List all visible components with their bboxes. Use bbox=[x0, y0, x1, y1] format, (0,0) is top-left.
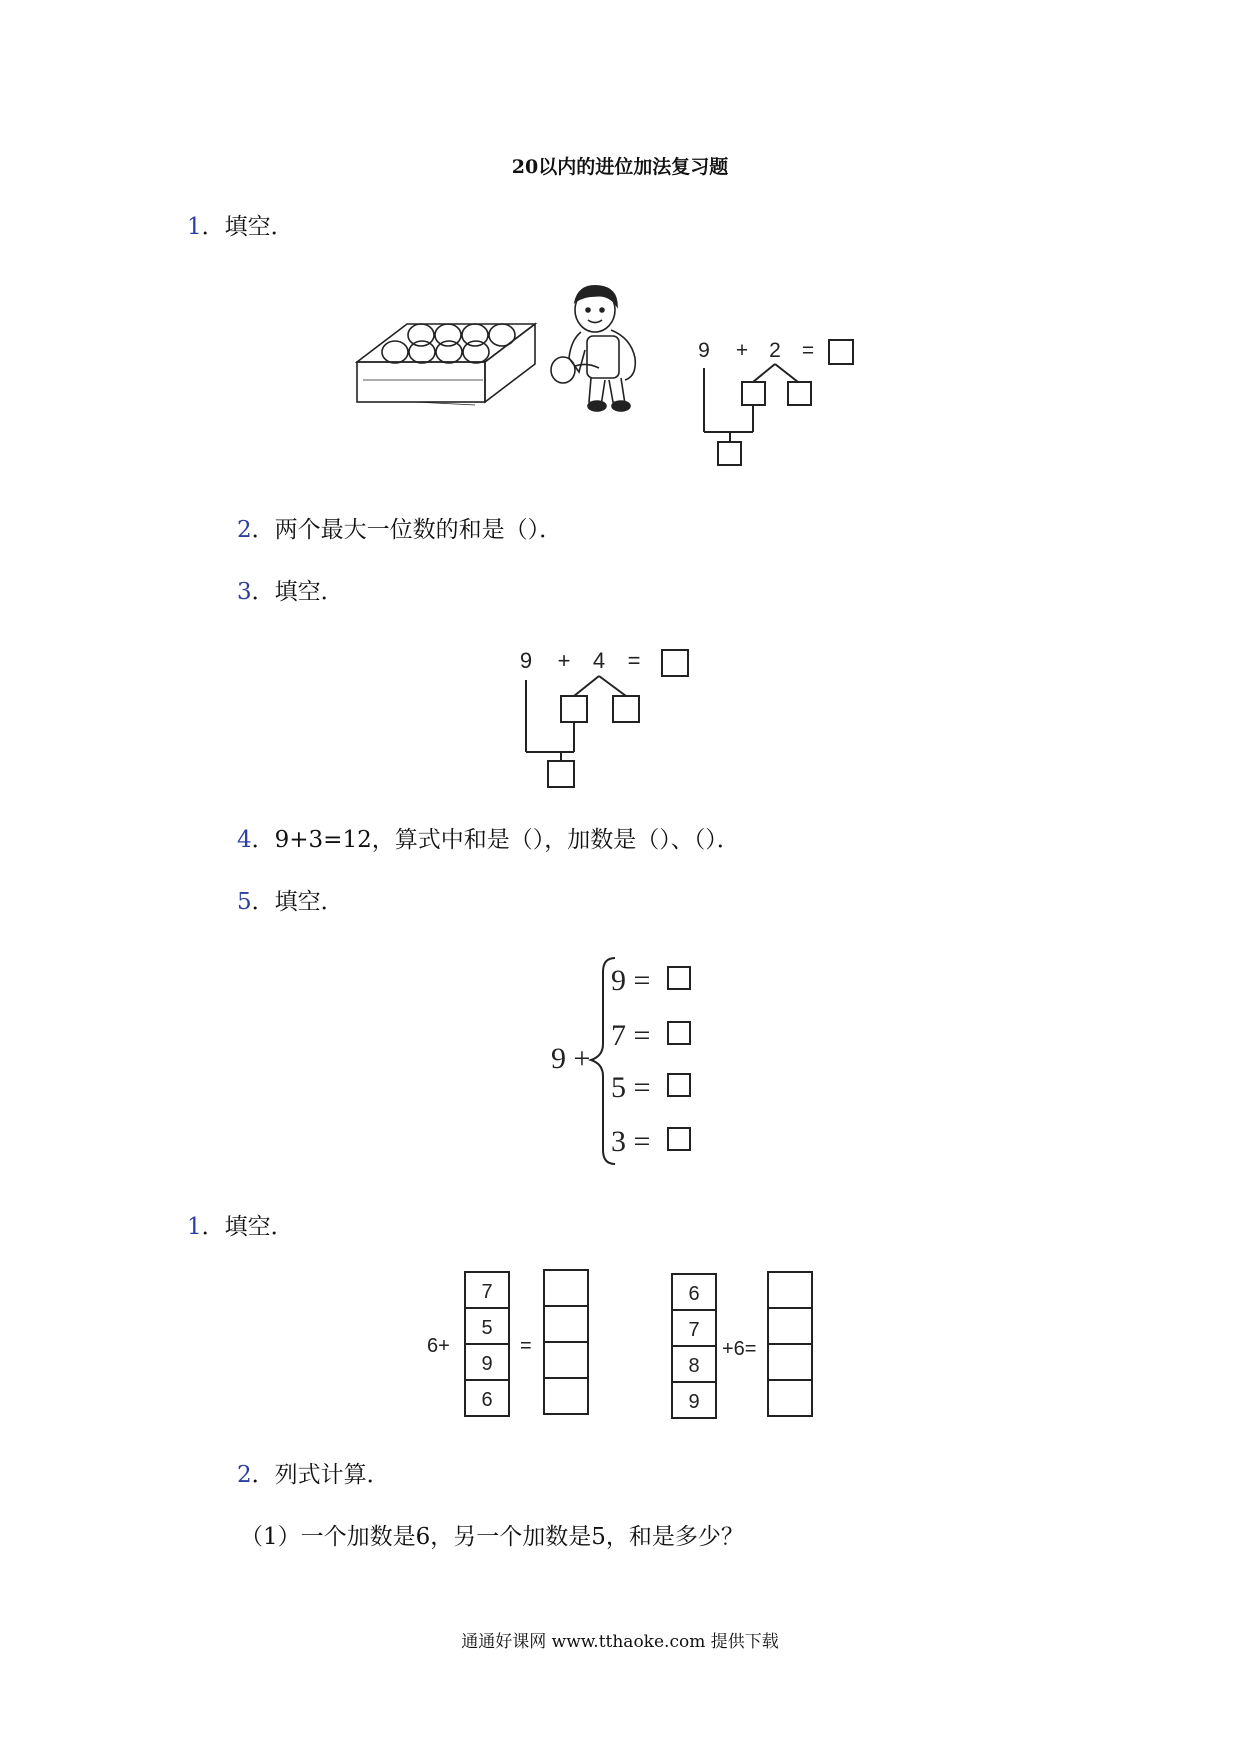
question-number: 1 bbox=[187, 214, 202, 240]
column-left-value-1: 7 bbox=[481, 1281, 493, 1303]
question-text: ．列式计算． bbox=[251, 1462, 390, 1488]
question-number: 2 bbox=[237, 1462, 252, 1488]
column-left-value-3: 9 bbox=[481, 1353, 493, 1375]
brace-answer-box-1[interactable] bbox=[668, 967, 690, 989]
question-5 bbox=[237, 887, 344, 917]
column-right-value-2: 7 bbox=[688, 1319, 700, 1341]
brace-row-1: 9 = bbox=[611, 964, 651, 997]
question-text: ．填空． bbox=[251, 889, 344, 915]
question-text: ．填空． bbox=[251, 579, 344, 605]
diagram1-addend-a: 9 bbox=[698, 339, 710, 362]
column-left-answer-4[interactable] bbox=[544, 1378, 588, 1414]
column-left-equals: = bbox=[520, 1335, 532, 1357]
diagram1-split-box-1[interactable] bbox=[742, 382, 765, 405]
question-number: 2 bbox=[237, 517, 252, 543]
question-4 bbox=[237, 825, 740, 855]
brace-lead: 9 + bbox=[551, 1042, 591, 1075]
brace-row-4: 3 = bbox=[611, 1125, 651, 1158]
diagram2-split-box-2[interactable] bbox=[613, 696, 639, 722]
question-2b bbox=[237, 1460, 390, 1490]
question-1 bbox=[187, 212, 294, 242]
column-right-value-4: 9 bbox=[688, 1391, 700, 1413]
brace-answer-box-2[interactable] bbox=[668, 1022, 690, 1044]
column-right-value-1: 6 bbox=[688, 1283, 700, 1305]
diagram1-plus: + bbox=[735, 339, 749, 362]
boy-egg-crate-illustration bbox=[355, 280, 650, 455]
diagram2-answer-box[interactable] bbox=[662, 650, 688, 676]
subquestion-1: （1）一个加数是6，另一个加数是5，和是多少？ bbox=[240, 1524, 744, 1550]
question-text: ．填空． bbox=[201, 214, 294, 240]
column-left-answer-1[interactable] bbox=[544, 1270, 588, 1306]
page-footer: 通通好课网 www.tthaoke.com 提供下载 bbox=[461, 1632, 779, 1652]
brace-answer-box-3[interactable] bbox=[668, 1074, 690, 1096]
page-title: 20以内的进位加法复习题 bbox=[511, 156, 729, 178]
question-3 bbox=[237, 577, 344, 607]
column-left-answer-3[interactable] bbox=[544, 1342, 588, 1378]
column-addition-left bbox=[425, 1268, 595, 1428]
question-number: 4 bbox=[237, 827, 252, 853]
brace-addition-diagram bbox=[545, 950, 715, 1180]
column-right-answer-4[interactable] bbox=[768, 1380, 812, 1416]
question-number: 1 bbox=[187, 1214, 202, 1240]
make-ten-diagram-2 bbox=[510, 640, 710, 795]
column-left-value-4: 6 bbox=[481, 1389, 493, 1411]
column-addition-right bbox=[668, 1268, 828, 1438]
question-text: ．填空． bbox=[201, 1214, 294, 1240]
diagram2-plus: + bbox=[557, 648, 571, 673]
column-right-suffix: +6= bbox=[722, 1338, 757, 1360]
question-1b bbox=[187, 1212, 294, 1242]
diagram2-addend-b: 4 bbox=[592, 648, 606, 673]
column-right-answer-1[interactable] bbox=[768, 1272, 812, 1308]
column-left-answer-2[interactable] bbox=[544, 1306, 588, 1342]
question-number: 3 bbox=[237, 579, 252, 605]
diagram1-split-box-2[interactable] bbox=[788, 382, 811, 405]
diagram1-ten-box[interactable] bbox=[718, 442, 741, 465]
question-2 bbox=[237, 515, 562, 545]
diagram2-addend-a: 9 bbox=[519, 648, 533, 673]
diagram1-addend-b: 2 bbox=[769, 339, 781, 362]
make-ten-diagram-1 bbox=[690, 330, 880, 480]
question-text: ．两个最大一位数的和是（）． bbox=[251, 517, 563, 543]
brace-row-2: 7 = bbox=[611, 1019, 651, 1052]
column-left-prefix: 6+ bbox=[427, 1335, 450, 1357]
column-right-value-3: 8 bbox=[688, 1355, 700, 1377]
column-right-answer-3[interactable] bbox=[768, 1344, 812, 1380]
column-right-answer-2[interactable] bbox=[768, 1308, 812, 1344]
brace-row-3: 5 = bbox=[611, 1071, 651, 1104]
question-text: ．9+3=12，算式中和是（），加数是（）、（）． bbox=[251, 827, 740, 853]
diagram2-split-box-1[interactable] bbox=[561, 696, 587, 722]
question-number: 5 bbox=[237, 889, 252, 915]
diagram1-equals: = bbox=[801, 339, 815, 362]
column-left-value-2: 5 bbox=[481, 1317, 493, 1339]
diagram1-answer-box[interactable] bbox=[829, 340, 853, 364]
brace-answer-box-4[interactable] bbox=[668, 1128, 690, 1150]
diagram2-equals: = bbox=[627, 648, 641, 673]
diagram2-ten-box[interactable] bbox=[548, 761, 574, 787]
